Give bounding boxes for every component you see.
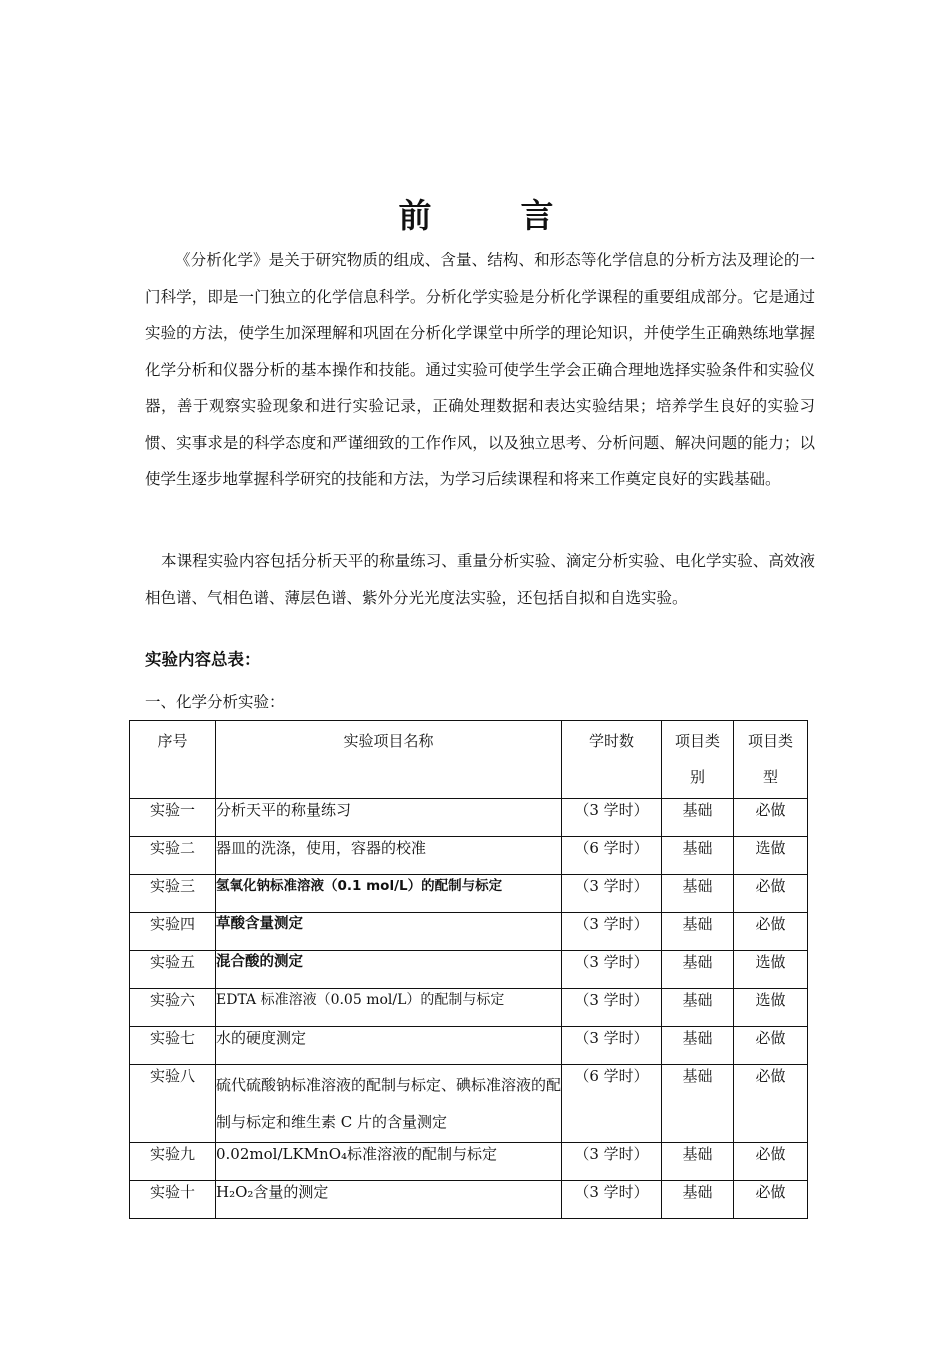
table-row xyxy=(130,875,808,913)
row-name: 0.02mol/LKMnO₄标准溶液的配制与标定 xyxy=(216,1143,562,1181)
row-type: 必做 xyxy=(734,1181,808,1219)
row-hours: （3 学时） xyxy=(562,799,662,837)
row-category: 基础 xyxy=(662,913,734,951)
row-name: 分析天平的称量练习 xyxy=(216,799,562,837)
row-type: 选做 xyxy=(734,989,808,1027)
row-name: 草酸含量测定 xyxy=(216,913,562,951)
row-hours: （3 学时） xyxy=(562,951,662,989)
row-num: 实验一 xyxy=(130,799,216,837)
row-category: 基础 xyxy=(662,1027,734,1065)
row-hours: （6 学时） xyxy=(562,1065,662,1143)
row-name: 氢氧化钠标准溶液（0.1 mol/L）的配制与标定 xyxy=(216,875,562,913)
row-category: 基础 xyxy=(662,989,734,1027)
row-num: 实验九 xyxy=(130,1143,216,1181)
row-num: 实验三 xyxy=(130,875,216,913)
row-type: 必做 xyxy=(734,1065,808,1143)
row-name: 器皿的洗涤，使用，容器的校准 xyxy=(216,837,562,875)
table-header-row xyxy=(130,721,808,799)
header-hours: 学时数 xyxy=(562,721,662,799)
row-name: H₂O₂含量的测定 xyxy=(216,1181,562,1219)
table-row xyxy=(130,1181,808,1219)
header-type: 项目类型 xyxy=(734,721,808,799)
row-type: 必做 xyxy=(734,1143,808,1181)
row-hours: （3 学时） xyxy=(562,989,662,1027)
row-type: 必做 xyxy=(734,1027,808,1065)
row-category: 基础 xyxy=(662,837,734,875)
row-name: 混合酸的测定 xyxy=(216,951,562,989)
row-num: 实验五 xyxy=(130,951,216,989)
row-hours: （3 学时） xyxy=(562,913,662,951)
row-hours: （3 学时） xyxy=(562,875,662,913)
row-hours: （6 学时） xyxy=(562,837,662,875)
row-type: 必做 xyxy=(734,799,808,837)
section-heading: 实验内容总表： xyxy=(145,650,261,669)
page-title: 前 言 xyxy=(398,196,582,235)
row-category: 基础 xyxy=(662,799,734,837)
row-num: 实验八 xyxy=(130,1065,216,1143)
header-name: 实验项目名称 xyxy=(216,721,562,799)
row-num: 实验十 xyxy=(130,1181,216,1219)
table-row xyxy=(130,837,808,875)
row-category: 基础 xyxy=(662,951,734,989)
row-type: 必做 xyxy=(734,913,808,951)
table-row xyxy=(130,1143,808,1181)
row-category: 基础 xyxy=(662,1065,734,1143)
row-name: 硫代硫酸钠标准溶液的配制与标定、碘标准溶液的配制与标定和维生素 C 片的含量测定 xyxy=(216,1065,562,1143)
row-num: 实验二 xyxy=(130,837,216,875)
row-type: 必做 xyxy=(734,875,808,913)
header-category: 项目类别 xyxy=(662,721,734,799)
section-subheading: 一、化学分析实验： xyxy=(145,693,285,711)
header-num: 序号 xyxy=(130,721,216,799)
row-hours: （3 学时） xyxy=(562,1027,662,1065)
table-row xyxy=(130,799,808,837)
row-num: 实验四 xyxy=(130,913,216,951)
row-num: 实验七 xyxy=(130,1027,216,1065)
table-row xyxy=(130,913,808,951)
row-num: 实验六 xyxy=(130,989,216,1027)
table-row xyxy=(130,1027,808,1065)
table-row xyxy=(130,951,808,989)
row-category: 基础 xyxy=(662,1143,734,1181)
row-type: 选做 xyxy=(734,951,808,989)
row-name: 水的硬度测定 xyxy=(216,1027,562,1065)
row-hours: （3 学时） xyxy=(562,1143,662,1181)
row-hours: （3 学时） xyxy=(562,1181,662,1219)
row-name: EDTA 标准溶液（0.05 mol/L）的配制与标定 xyxy=(216,989,562,1027)
row-category: 基础 xyxy=(662,1181,734,1219)
table-row xyxy=(130,989,808,1027)
table-row xyxy=(130,1065,808,1143)
row-type: 选做 xyxy=(734,837,808,875)
intro-paragraph-2: 本课程实验内容包括分析天平的称量练习、重量分析实验、滴定分析实验、电化学实验、高效液相色谱、气相色谱、薄层色谱、紫外分光光度法实验，还包括自拟和自选实验。 xyxy=(145,552,815,607)
experiment-table xyxy=(129,720,808,1219)
intro-paragraph-1: 《分析化学》是关于研究物质的组成、含量、结构、和形态等化学信息的分析方法及理论的一门科学，即是一门独立的化学信息科学。分析化学实验是分析化学课程的重要组成部分。它是通过实验的方法，使学生加深理解和巩固在分析化学课堂中所学的理论知识，并使学生正确熟练地掌握化学分析和仪器分析的基本操作和技能。通过实验可使学生学会正确合理地选择实验条件和实验仪器，善于观察实验现象和进行实验记录，正确处理数据和表达实验结果；培养学生良好的实验习惯、实事求是的科学态度和严谨细致的工作作风，以及独立思考、分析问题、解决问题的能力；以使学生逐步地掌握科学研究的技能和方法，为学习后续课程和将来工作奠定良好的实践基础。 xyxy=(145,251,815,488)
row-category: 基础 xyxy=(662,875,734,913)
